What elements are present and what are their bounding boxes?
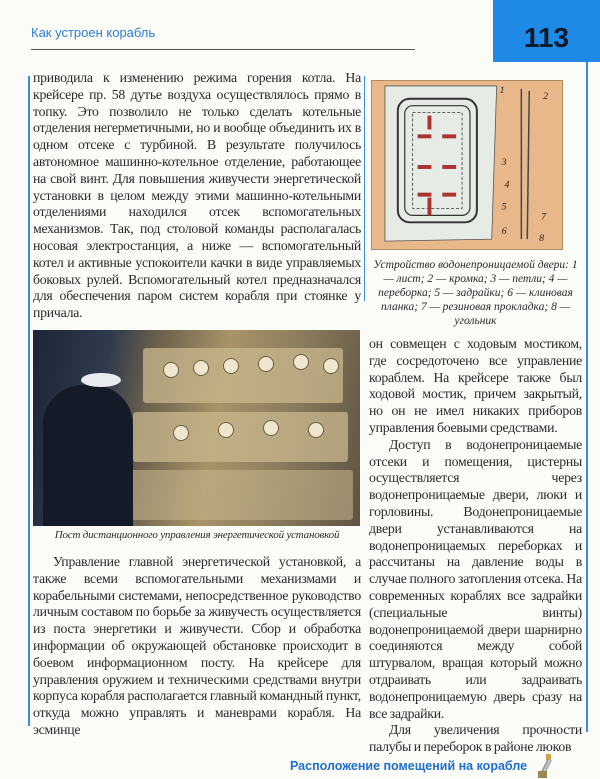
door-drawing: [372, 81, 562, 249]
sailor-figure: [43, 385, 133, 526]
page-number-box: [493, 0, 600, 62]
right-column: [369, 80, 582, 756]
label-7: 7: [541, 211, 547, 223]
label-4: 4: [504, 179, 510, 191]
label-1: 1: [499, 84, 505, 96]
margin-line-right: [586, 62, 588, 732]
label-8: 8: [539, 233, 545, 245]
section-footer: Расположение помещений на корабле: [290, 759, 528, 773]
left-paragraph-1: приводила к изменению режима горения котла. На крейсере пр. 58 дутье воздуха осуществлялось прямо в топку. Это позволило не только сделать котельные отделения негерметичными, но и вообще объединить их в одном отсеке с турбиной. В результате получилось автономное машинно-котельное отделение, работающее на свой винт. Для повышения живучести энергетической установки в целом между этими машинно-котельными отделениями находился отсек вспомогательных механизмов. Так, под столовой команды располагалась носовая электростанция, а ниже — вспомогательный котел и активные успокоители качки в виде управляемых боковых рулей. Вспомогательный котел предназначался для обеспечения паром систем корабля при стоянке у причала.: [33, 70, 361, 321]
watertight-door-diagram: [371, 80, 563, 250]
running-title: Как устроен корабль: [31, 25, 156, 40]
margin-line-left: [28, 76, 30, 726]
label-3: 3: [501, 157, 507, 168]
column-divider: [364, 76, 365, 301]
photo-caption: Пост дистанционного управления энергетической установкой: [54, 528, 340, 541]
control-post-photo: [33, 330, 360, 526]
left-column: [33, 70, 361, 739]
diagram-caption: Устройство водонепроницаемой двери: 1 — лист; 2 — кромка; 3 — петли; 4 — переборка; 5 — задрайки; 6 — клиновая планка; 7 — резиновая прокладка; 8 — угольник: [373, 259, 578, 327]
header-rule: [31, 49, 415, 50]
label-2: 2: [543, 90, 549, 102]
sailor-cap: [81, 373, 121, 387]
label-5: 5: [501, 201, 507, 213]
left-paragraph-2: Управление главной энергетической установкой, а также всеми вспомогательными механизмами и корабельными системами, непосредственное руководство личным составом по борьбе за живучесть осуществляется из поста энергетики и живучести. Сбор и обработка информации об окружающей обстановке происходит в боевом информационном посту. На крейсере для управления оружием и техническими средствами внутри корпуса корабля располагается главный командный пункт, откуда можно управлять и маневрами корабля. На эсминце: [33, 553, 361, 737]
footer: [290, 754, 557, 778]
right-column-text: он совмещен с ходовым мостиком, где сосредоточено все управление кораблем. На крейсере также был ходовой мостик, причем закрытый, но он не имел никаких приборов управления боевыми средствами. Доступ в водонепроницаемые отсеки и помещения, цистерны осуществляется через водонепроницаемые двери, люки и горловины. Водонепроницаемые двери устанавливаются на водонепроницаемых переборках и рассчитаны на давление воды в случае полного затопления отсека. На современных кораблях все задрайки (специальные винты) водонепроницаемой двери шарнирно соединяются между собой штурвалом, вращая который можно отдраивать или задраивать водонепроницаемую дверь сразу на все задрайки. Для увеличения прочности палубы и переборок в районе люков: [369, 336, 582, 755]
pulley-block-icon: [535, 754, 557, 778]
page-number: 113: [523, 22, 570, 53]
label-6: 6: [501, 226, 507, 238]
